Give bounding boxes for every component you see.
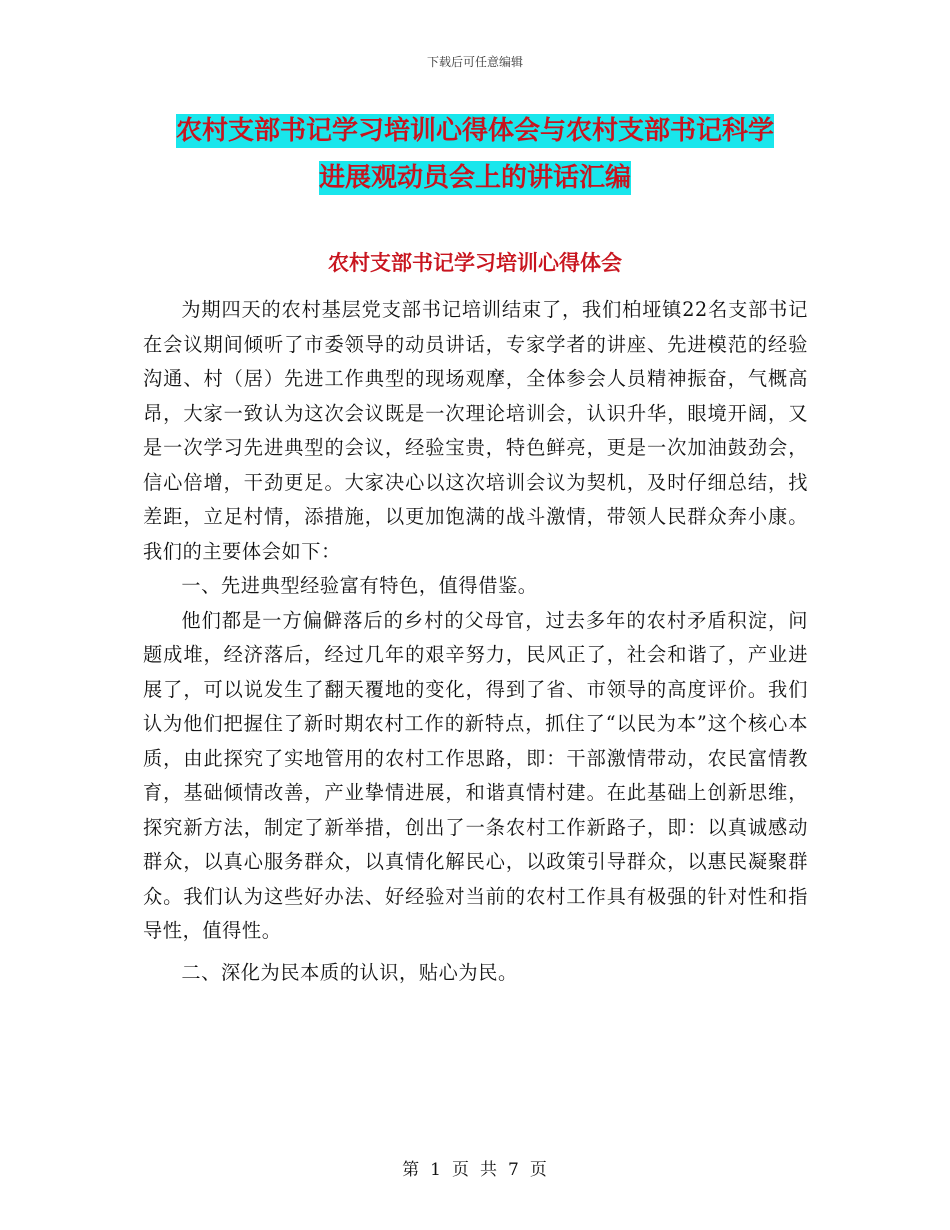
- document-title: [140, 108, 810, 202]
- section-title: 农村支部书记学习培训心得体会: [328, 251, 622, 275]
- paragraph-intro: 为期四天的农村基层党支部书记培训结束了，我们柏垭镇22名支部书记在会议期间倾听了市委领导的动员讲话，专家学者的讲座、先进模范的经验沟通、村（居）先进工作典型的现场观摩，全体参会人员精神振奋，气概高昂，大家一致认为这次会议既是一次理论培训会，认识升华，眼境开阔，又是一次学习先进典型的会议，经验宝贵，特色鲜亮，更是一次加油鼓劲会，信心倍增，干劲更足。大家决心以这次培训会议为契机，及时仔细总结，找差距，立足村情，添措施，以更加饱满的战斗激情，带领人民群众奔小康。我们的主要体会如下：: [143, 298, 808, 563]
- footer-total-label: 共: [480, 1160, 498, 1180]
- footer-page-number: 1: [430, 1160, 442, 1180]
- footer-total-pages: 7: [508, 1160, 520, 1180]
- footer-prefix: 第: [402, 1160, 421, 1180]
- footer-page-label: 页: [452, 1160, 470, 1180]
- body-text: [143, 293, 808, 990]
- document-title-line-1: 农村支部书记学习培训心得体会与农村支部书记科学: [175, 116, 774, 146]
- paragraph-heading-1: 一、先进典型经验富有特色，值得借鉴。: [181, 574, 538, 597]
- page-footer: [0, 1155, 950, 1180]
- document-title-line-2: 进展观动员会上的讲话汇编: [318, 163, 631, 193]
- paragraph-body-1: 他们都是一方偏僻落后的乡村的父母官，过去多年的农村矛盾积淀，问题成堆，经济落后，经过几年的艰辛努力，民风正了，社会和谐了，产业进展了，可以说发生了翻天覆地的变化，得到了省、市领导的高度评价。我们认为他们把握住了新时期农村工作的新特点，抓住了“以民为本”这个核心本质，由此探究了实地管用的农村工作思路，即：干部激情带动，农民富情教育，基础倾情改善，产业挚情进展，和谐真情村建。在此基础上创新思维，探究新方法，制定了新举措，创出了一条农村工作新路子，即：以真诚感动群众，以真心服务群众，以真情化解民心，以政策引导群众，以惠民凝聚群众。我们认为这些好办法、好经验对当前的农村工作具有极强的针对性和指导性，值得性。: [143, 608, 808, 942]
- footer-suffix: 页: [529, 1160, 548, 1180]
- header-note: 下载后可任意编辑: [426, 55, 523, 69]
- paragraph-heading-2: 二、深化为民本质的认识，贴心为民。: [181, 960, 518, 984]
